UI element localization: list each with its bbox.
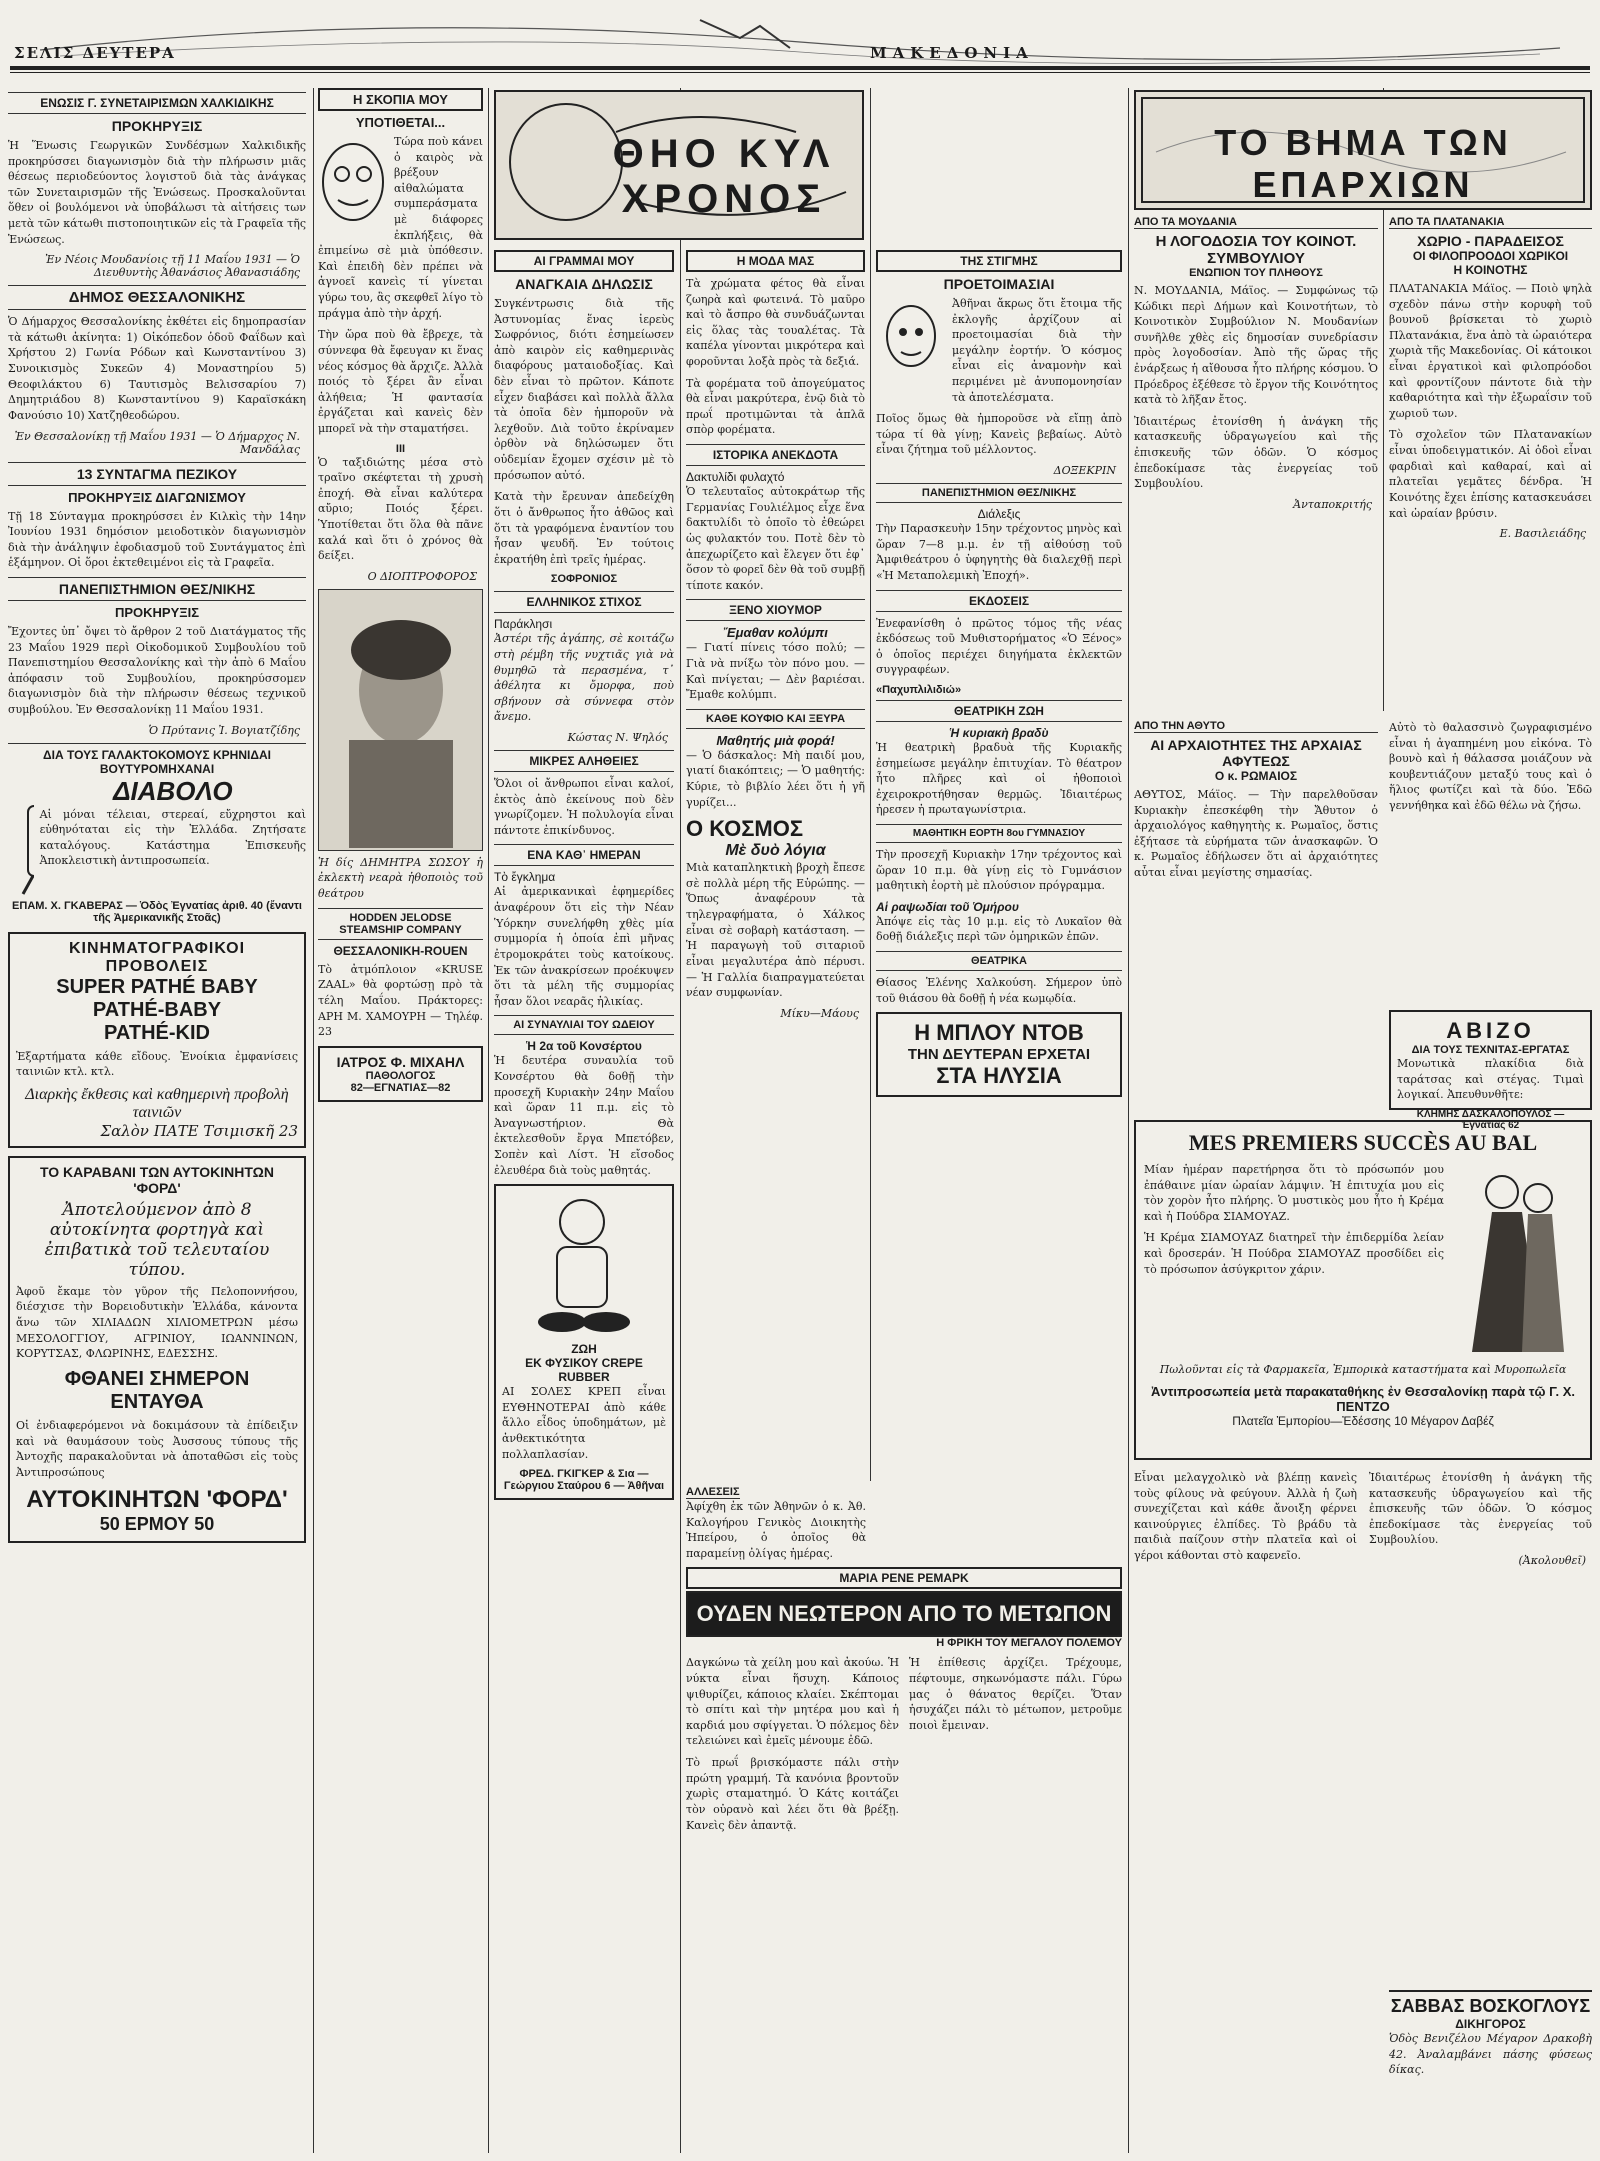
column-7 bbox=[1389, 216, 1592, 711]
letters-head: ΑΙ ΓΡΑΜΜΑΙ ΜΟΥ bbox=[533, 254, 635, 268]
arrivals-text: Ἀφίχθη ἐκ τῶν Ἀθηνῶν ὁ κ. Ἀθ. Καλογήρου Γενικὸς Διοικητὴς Ἠπείρου, ὁ ὁποῖος θὰ παραμείνῃ ὀλίγας ἡμέρας. bbox=[686, 1500, 866, 1560]
my-watch-title: ΥΠΟΤΙΘΕΤΑΙ... bbox=[355, 115, 446, 130]
cinema-ad bbox=[8, 932, 306, 1148]
concert-title: Ἡ 2α τοῦ Κονσέρτου bbox=[526, 1039, 642, 1054]
daily-head: ΕΝΑ ΚΑΘ᾽ ΗΜΕΡΑΝ bbox=[494, 844, 674, 866]
doctor-ad bbox=[318, 1046, 483, 1102]
fashion-text: Τὰ χρώματα φέτος θὰ εἶναι ζωηρὰ καὶ φωτεινά. Τὸ μαῦρο καὶ τὸ ἄσπρο θὰ συνδυάζωνται εἰς ὅλας τὰς τουαλέτας. Τὰ καπέλα γίνονται μικρότερα καὶ φοροῦνται λοξὰ πρὸς τὰ δεξιά. bbox=[686, 277, 865, 369]
my-watch-section: III bbox=[395, 442, 406, 455]
ford-text: Ἀφοῦ ἔκαμε τὸν γῦρον τῆς Πελοποννήσου, διέσχισε τὴν Βορειοδυτικὴν Ἑλλάδα, κάνοντα ἄνω τῶν ΧΙΛΙΑΔΩΝ ΧΙΛΙΟΜΕΤΡΩΝ μέσω ΜΕΣΟΛΟΓΓΙΟΥ, ΑΓΡΙΝΙΟΥ, ΙΩΑΝΝΙΝΩΝ, ΚΟΡΥΤΣΑΣ, ΦΛΩΡΙΝΗΣ, ΕΔΕΣΣΗΣ. bbox=[16, 1284, 298, 1361]
antiquities bbox=[1134, 720, 1378, 1111]
siamoise-text: Μίαν ἡμέραν παρετήρησα ὅτι τὸ πρόσωπόν μου ἐπάθαινε μίαν ὡραίαν λάμψιν. Ἡ ἐπιτυχία μου εἰς τὸν χορὸν ἦτο πλήρης. Ὁ μυστικὸς μου ἦτο ἡ Κρέμα καὶ ἡ Πούδρα ΣΙΑΜΟΥΑΖ. bbox=[1144, 1163, 1444, 1223]
my-watch-text-1: Τώρα ποὺ κάνει ὁ καιρὸς νὰ βρέξουν αἰθαλώματα συμπεράσματα μὲ διάφορες ἐκπλήξεις, θὰ ἐπιμείνω σὲ μιὰ ὑπόθεσιν. Καὶ ἐπειδὴ δὲν πρέπει νὰ ἀγνοεῖ κανεὶς τί γίνεται γύρω του, ἂς σκεφθεῖ λίγο τὸ πράγμα ἀπὸ τὴν ἀρχή. bbox=[318, 135, 483, 320]
portrait-icon bbox=[319, 590, 482, 848]
anecdotes-title: Δακτυλίδι φυλαχτό bbox=[686, 470, 785, 485]
serial-text: Δαγκώνω τὰ χείλη μου καὶ ἀκούω. Ἡ νύκτα εἶναι ἥσυχη. Κάποιος ψιθυρίζει, κάποιος κλαίει. Σκέπτομαι τὸ σπίτι καὶ τὴν μητέρα μου καὶ ἡ καρδιά μου σφίγγεται. Ὁ πόλεμος δὲν τελειώνει καὶ ἐμεῖς μένουμε ἐδῶ. bbox=[686, 1656, 899, 1748]
athytos-text: ΑΘΥΤΟΣ, Μάϊος. — Τὴν παρελθοῦσαν Κυριακὴν ἐπεσκέφθη τὴν Ἄθυτον ὁ ἀρχαιολόγος καθηγητὴς κ. Ρωμαῖος, ὅστις ἐξήτασε τὰ εὑρήματα τῶν ἀνασκαφῶν. Ὁ κ. Ρωμαῖος ἐδήλωσεν ὅτι αἱ ἀρχαιότητες αὗται εἶναι μεγίστης σημασίας. bbox=[1134, 788, 1378, 880]
avizo-title: ΑΒΙΖΟ bbox=[1446, 1018, 1535, 1043]
homer-head: Αἱ ραψωδίαι τοῦ Ὁμήρου bbox=[876, 899, 1019, 914]
cinema-text: Ἐξαρτήματα κάθε εἴδους. Ἐνοίκια ἐμφανίσεις ταινιῶν κτλ. κτλ. bbox=[16, 1049, 298, 1079]
avizo-text: Μονωτικὰ πλακίδια διὰ ταράτσας καὶ στέγας. Τιμαὶ λογικαί. Ἀπευθυνθῆτε: bbox=[1397, 1057, 1584, 1102]
crepe-ad bbox=[494, 1184, 674, 1500]
cinema-italic: Διαρκὴς ἔκθεσις καὶ καθημερινὴ προβολὴ ταινιῶν bbox=[25, 1085, 289, 1121]
moment-text: Ἀθῆναι ἄκρως ὅτι ἔτοιμα τῆς ἐκλογῆς ἀρχίζουν αἱ προετοιμασίαι διὰ τὴν μεγάλην ἑορτήν. Ὁ κόσμος εἶναι εἰς ἀναμονὴν καὶ περιμένει μὲ ἀνυπομονησίαν τὰ ἀποτελέσματα. bbox=[952, 297, 1122, 404]
diavolo-text: Αἱ μόναι τέλειαι, στερεαί, εὔχρηστοι καὶ εὐθηνόταται εἰς τὴν Ἑλλάδα. Ζητήσατε καταλόγους. Κατάστημα Ἐπισκευῆς Ἀποκλειστικὴ ἀντιπροσωπεία. bbox=[39, 807, 306, 868]
athytos-head: ΑΠΟ ΤΗΝ ΑΘΥΤΟ bbox=[1134, 720, 1378, 733]
platanakia-sub: ΟΙ ΦΙΛΟΠΡΟΟΔΟΙ ΧΩΡΙΚΟΙ bbox=[1412, 249, 1569, 263]
dry-title: Μαθητής μιὰ φορά! bbox=[716, 732, 835, 748]
world-title: Μὲ δυὸ λόγια bbox=[725, 842, 826, 860]
blue-dove-ad bbox=[876, 1012, 1122, 1097]
bottom-right-sig: (Ἀκολουθεῖ) bbox=[1518, 1554, 1586, 1568]
serial-text-3: Ἡ ἐπίθεσις ἀρχίζει. Τρέχουμε, πέφτουμε, σηκωνόμαστε πάλι. Γύρω μας ὁ θάνατος θερίζει. Ὅταν ἡσυχάζει πάλι τὸ μέτωπον, μετροῦμε ποιοὶ ἔμειναν. bbox=[909, 1656, 1122, 1732]
concert-text: Ἡ δευτέρα συναυλία τοῦ Κονσέρτου θὰ δοθῇ τὴν προσεχῆ Κυριακὴν 24ην Μαΐου καὶ ὥραν 11 π.μ. εἰς τὸ Ἀναγνωστήριον. Θὰ ἐκτελεσθοῦν ἔργα Μπετόβεν, Σοπὲν καὶ Λίστ. Ἡ εἴσοδος ἐλευθέρα διὰ τοὺς μαθητάς. bbox=[494, 1054, 674, 1177]
column-5 bbox=[876, 250, 1122, 1471]
column-2 bbox=[318, 88, 483, 2153]
world-sig: Μίκυ—Μάους bbox=[780, 1006, 859, 1020]
crepe-brand: ΖΩΗ bbox=[571, 1342, 597, 1357]
platanakia-sub-2: Η ΚΟΙΝΟΤΗΣ bbox=[1453, 263, 1528, 277]
column-4 bbox=[686, 250, 865, 1471]
university-sub: ΠΡΟΚΗΡΥΞΙΣ bbox=[114, 604, 200, 620]
regiment-sub: ΠΡΟΚΗΡΥΞΙΣ ΔΙΑΓΩΝΙΣΜΟΥ bbox=[68, 489, 246, 505]
truths-head: ΜΙΚΡΕΣ ΑΛΗΘΕΙΕΣ bbox=[494, 750, 674, 772]
moment-head: ΤΗΣ ΣΤΙΓΜΗΣ bbox=[960, 254, 1038, 268]
my-watch-text-3: Ὁ ταξιδιώτης μέσα στὸ τραῖνο σκέφτεται τὴ χρυσὴ ἐποχή. Θὰ εἶναι καλύτερα αὔριο; Ποιός ξέρει. Ὑποτίθεται ὅτι ὅλα θὰ πᾶνε καλά καὶ ὅτι ὁ χρόνος θὰ δείξει. bbox=[318, 455, 483, 563]
verse-title: Παράκλησι bbox=[494, 617, 553, 632]
diavolo-title: ΔΙΑ ΤΟΥΣ ΓΑΛΑΚΤΟΚΟΜΟΥΣ ΚΡΗΝΙΔΑΙ ΒΟΥΤΥΡΟΜΗΧΑΝΑΙ bbox=[43, 747, 271, 776]
cinema-line-3: PATHÉ-KID bbox=[104, 1021, 210, 1044]
actress-caption: Ἡ δίς ΔΗΜΗΤΡΑ ΣΩΣΟΥ ἡ ἐκλεκτὴ νεαρὰ ἠθοποιὸς τοῦ θεάτρου bbox=[318, 855, 483, 901]
fashion-text-2: Τὰ φορέματα τοῦ ἀπογεύματος θὰ εἶναι μακρύτερα, ἐνῷ διὰ τὸ πρωΐ προτιμῶνται τὰ ἁπλᾶ σπὸρ φορέματα. bbox=[686, 376, 865, 437]
world-head: Ο ΚΟΣΜΟΣ bbox=[686, 816, 804, 842]
municipality-sig: Ἐν Θεσσαλονίκῃ τῇ Μαΐου 1931 — Ὁ Δήμαρχος Ν. Μανδάλας bbox=[14, 429, 300, 456]
my-watch-head: Η ΣΚΟΠΙΑ ΜΟΥ bbox=[353, 92, 448, 107]
school-text: Τὴν προσεχῆ Κυριακὴν 17ην τρέχοντος καὶ ὥραν 10 π.μ. θὰ γίνῃ εἰς τὸ Γυμνάσιον μαθητικὴ ἑορτὴ μὲ πλούσιον πρόγραμμα. bbox=[876, 848, 1122, 893]
lawyer-addr: Ὁδὸς Βενιζέλου Μέγαρον Δρακοβὴ 42. Ἀναλαμβάνει πάσης φύσεως δίκας. bbox=[1389, 2032, 1592, 2077]
siamoise-sig-2: Ἀντιπροσωπεία μετὰ παρακαταθήκης ἐν Θεσσαλονίκῃ παρὰ τῷ Γ. Χ. ΠΕΝΤΖΟ bbox=[1151, 1383, 1575, 1414]
moment-sig: ΔΟΞΕΚΡΙΝ bbox=[1053, 464, 1116, 478]
doctor-name: ΙΑΤΡΟΣ Φ. ΜΙΧΑΗΛ bbox=[336, 1053, 465, 1070]
letters-title: ΑΝΑΓΚΑΙΑ ΔΗΛΩΣΙΣ bbox=[515, 276, 653, 292]
ford-addr: 50 ΕΡΜΟΥ 50 bbox=[99, 1514, 215, 1535]
cinema-title: ΚΙΝΗΜΑΤΟΓΡΑΦΙΚΟΙ ΠΡΟΒΟΛΕΙΣ bbox=[68, 939, 246, 975]
avizo-ad bbox=[1389, 1010, 1592, 1131]
letters-text: Συγκέντρωσις διὰ τῆς Ἀστυνομίας ἕνας ἰερεὺς Σωφρόνιος, διότι ἐσημείωσεν ἀπὸ καιρὸν εἰς καθημερινὰς διαφόρους ματαιοδοξίας. Καὶ δὲν εἶναι τὸ πρῶτον. Κάποτε εἶχεν διαβάσει καὶ πολλὰ ἄλλα τὰ ὁποῖα δὲν ἠμποροῦν νὰ λεχθοῦν. Διὰ τοῦτο ἐκρίναμεν ὀρθὸν νὰ δηλώσωμεν ὅτι οὐδεμίαν ἔχομεν σχέσιν μὲ τὸ πρόσωπον αὐτό. bbox=[494, 297, 674, 482]
athytos-title: ΑΙ ΑΡΧΑΙΟΤΗΤΕΣ ΤΗΣ ΑΡΧΑΙΑΣ ΑΦΥΤΕΩΣ bbox=[1150, 737, 1362, 769]
moudania-sig: Ἀνταποκριτής bbox=[1293, 497, 1372, 511]
ford-title-2: ΦΘΑΝΕΙ ΣΗΜΕΡΟΝ ΕΝΤΑΥΘΑ bbox=[64, 1367, 250, 1413]
daily-title: Τὸ ἔγκλημα bbox=[494, 870, 556, 885]
siamoise-addr: Πλατεῖα Ἐμπορίου—Ἐδέσσης 10 Μέγαρον Δαβέζ bbox=[1232, 1413, 1494, 1428]
humor-text: — Γιατί πίνεις τόσο πολύ; — Γιὰ νὰ πνίξω τὸν πόνο μου. — Καὶ πνίγεται; — Δὲν βαριέσαι. Ἔμαθε κολύμπι. bbox=[686, 641, 865, 702]
dry-head: ΚΑΘΕ ΚΟΥΦΙΟ ΚΑΙ ΞΕΥΡΑ bbox=[686, 709, 865, 729]
theatre-head: ΘΕΑΤΡΙΚΗ ΖΩΗ bbox=[876, 700, 1122, 722]
moudania-text: Ν. ΜΟΥΔΑΝΙΑ, Μάϊος. — Συμφώνως τῷ Κώδικι περὶ Δήμων καὶ Κοινοτήτων, τὸ Κοινοτικὸν Συμβούλιον Ν. Μουδανίων συνῆλθε χθὲς εἰς δημοσίαν συνεδρίασιν πρὸς λογοδοσίαν. Ἀπὸ τῆς ὥρας τῆς ἐνάρξεως ἡ αἴθουσα ἦτο πλήρης κόσμου. Ὁ Πρόεδρος ἐξέθεσε τὸ ἔργον τῆς Κοινότητος κατὰ τὸ λῆξαν ἔτος. bbox=[1134, 284, 1378, 407]
university-text: Ἔχοντες ὑπ᾽ ὄψει τὸ ἄρθρον 2 τοῦ Διατάγματος τῆς 23 Μαΐου 1929 περὶ Οἰκοδομικοῦ Συμβουλίου τοῦ Πανεπιστημίου Θεσσαλονίκης καὶ τὴν ἀπὸ 6 Μαΐου ἀπόφασιν τοῦ Συμβουλίου, προκηρύσσομεν διαγωνισμὸν διὰ τὴν πλήρωσιν θέσεως τεχνικοῦ συμβούλου. Ἐν Θεσσαλονίκῃ 11 Μαΐου 1931. bbox=[8, 624, 306, 717]
serial-author: ΜΑΡΙΑ ΡΕΝΕ ΡΕΜΑΡΚ bbox=[839, 1571, 969, 1586]
humor-title: Ἔμαθαν κολύμπι bbox=[723, 625, 828, 641]
lower-middle bbox=[686, 1480, 1122, 2153]
dry-text: — Ὁ δάσκαλος: Μὴ παιδί μου, γιατί διακόπτεις; — Ὁ μαθητής: Κύριε, τὸ βιβλίο λέει ὅτι ἡ γῆ γυρίζει... bbox=[686, 748, 865, 809]
municipality-title: ΔΗΜΟΣ ΘΕΣΣΑΛΟΝΙΚΗΣ bbox=[8, 285, 306, 310]
doctor-specialty: ΠΑΘΟΛΟΓΟΣ bbox=[365, 1069, 436, 1082]
masthead-page: ΣΕΛΙΣ ΔΕΥΤΕΡΑ bbox=[14, 44, 176, 62]
university-title: ΠΑΝΕΠΙΣΤΗΜΙΟΝ ΘΕΣ/ΝΙΚΗΣ bbox=[8, 577, 306, 601]
theatre-title: Ἡ κυριακὴ βραδὺ bbox=[949, 725, 1049, 740]
siamoise-text-2: Ἡ Κρέμα ΣΙΑΜΟΥΑΖ διατηρεῖ τὴν ἐπιδερμίδα λείαν καὶ δροσεράν. Ἡ Πούδρα ΣΙΑΜΟΥΑΖ προσδίδει εἰς τὸ πρόσωπον ἀσύγκριτον χάριν. bbox=[1144, 1231, 1444, 1276]
siamoise-title: MES PREMIERS SUCCÈS AU BAL bbox=[1188, 1130, 1538, 1155]
publications-title-2: «Παχυπλιλιδιώ» bbox=[876, 683, 962, 696]
platanakia-text: ΠΛΑΤΑΝΑΚΙΑ Μάϊος. — Ποιὸ ψηλὰ σχεδὸν πάνω στὴν κορυφὴ τοῦ βουνοῦ βρίσκεται τὸ χωριὸ Πλατανάκια, ἕνα ἀπὸ τὰ ὡραιότερα χωριὰ τῆς Μακεδονίας. Οἱ κάτοικοι εἶναι ἐργατικοὶ καὶ φιλοπρόοδοι καὶ φροντίζουν πάντοτε διὰ τὴν καθαριότητα καὶ τὴν ἐξωραΐσιν τοῦ χωριοῦ των. bbox=[1389, 282, 1592, 420]
theatre-text: Ἡ θεατρικὴ βραδυὰ τῆς Κυριακῆς ἐσημείωσε μεγάλην ἐπιτυχίαν. Τὸ θέατρον ἦτο πλῆρες καὶ οἱ ἠθοποιοὶ ἐχειροκροτήθησαν θερμῶς. Ἰδιαιτέρως ἠρεσεν ἡ πρωταγωνίστρια. bbox=[876, 740, 1122, 817]
moudania-title: Η ΛΟΓΟΔΟΣΙΑ ΤΟΥ ΚΟΙΝΟΤ. ΣΥΜΒΟΥΛΙΟΥ bbox=[1155, 233, 1357, 267]
daily-text: Αἱ ἀμερικανικαὶ ἐφημερίδες ἀναφέρουν ὅτι εἰς τὴν Νέαν Ὑόρκην συνελήφθη χθὲς μία συμμορία ἡ ὁποία ἐπὶ μῆνας ἐτρομοκράτει τοὺς κατοίκους. Ἐκ τῶν ἀνακρίσεων προέκυψεν ὅτι τὰ μέλη τῆς συμμορίας ἦσαν ὅλοι νεαρᾶς ἡλικίας. bbox=[494, 885, 674, 1008]
bottom-right-text: Εἶναι μελαγχολικὸ νὰ βλέπῃ κανεὶς τοὺς φίλους νὰ φεύγουν. Ἀλλὰ ἡ ζωὴ συνεχίζεται καὶ κάθε ἄνοιξη φέρνει καινούργιες ἐλπίδες. Τὸ βράδυ τὰ παιδιὰ παίζουν στὴν πλατεῖα καὶ οἱ γέροι κάθονται στὸ καφενεῖο. bbox=[1134, 1471, 1357, 1563]
concert-head: ΑΙ ΣΥΝΑΥΛΙΑΙ ΤΟΥ ΩΔΕΙΟΥ bbox=[494, 1015, 674, 1035]
ship-text: Τὸ ἀτμόπλοιον «KRUSE ZAAL» θὰ φορτώσῃ πρὸ τὰ τέλη Μαΐου. Πράκτορες: ΑΡΗ Μ. ΧΑΜΟΥΡΗ — Τηλέφ. 23 bbox=[318, 962, 483, 1039]
notice-halkidiki-title: ΕΝΩΣΙΣ Γ. ΣΥΝΕΤΑΙΡΙΣΜΩΝ ΧΑΛΚΙΔΙΚΗΣ bbox=[8, 92, 306, 114]
doctor-address: 82—ΕΓΝΑΤΙΑΣ—82 bbox=[350, 1081, 451, 1094]
my-watch-sig: Ο ΔΙΟΠΤΡΟΦΟΡΟΣ bbox=[367, 569, 477, 583]
blue-dove-l1: Η ΜΠΛΟΥ ΝΤΟΒ bbox=[914, 1020, 1084, 1046]
bottom-right bbox=[1134, 1470, 1592, 1981]
moudania-sub: ΕΝΩΠΙΟΝ ΤΟΥ ΠΛΗΘΟΥΣ bbox=[1189, 267, 1323, 279]
blue-dove-l3: ΣΤΑ ΗΛΥΣΙΑ bbox=[936, 1063, 1062, 1089]
caricature-icon bbox=[318, 134, 388, 234]
verse-text: Ἀστέρι τῆς ἀγάπης, σὲ κοιτάζω στὴ ρέμβη τῆς νυχτιᾶς γιὰ νὰ θυμηθῶ τὰ περασμένα, τ᾽ ἀθέλητα κι ὄμορφα, ποὺ σβήνουν σὰ σύννεφα στὸν ἄνεμο. bbox=[494, 632, 674, 724]
platanakia-head: ΑΠΟ ΤΑ ΠΛΑΤΑΝΑΚΙΑ bbox=[1389, 216, 1592, 229]
notice-halkidiki-sig: Ἐν Νέοις Μουδανίοις τῇ 11 Μαΐου 1931 — Ὁ Διευθυντὴς Ἀθανάσιος Ἀθανασιάδης bbox=[45, 253, 300, 280]
anecdotes-head: ΙΣΤΟΡΙΚΑ ΑΝΕΚΔΟΤΑ bbox=[686, 444, 865, 466]
ford-text-2: Οἱ ἐνδιαφερόμενοι νὰ δοκιμάσουν τὰ ἐπίδειξιν καὶ νὰ θαυμάσουν τοὺς Ἀυσσους τύπους τῆς Ἀντοχῆς παρακαλοῦνται νὰ ἀποταθῶσι εἰς τοὺς Ἀντιπροσώπους bbox=[16, 1418, 298, 1479]
regiment-text: Τῇ 18 Σύνταγμα προκηρύσσει ἐν Κιλκὶς τὴν 14ην Ἰουνίου 1931 δημόσιον μειοδοτικὸν διαγωνισμὸν διὰ τὴν ἀνάληψιν ἐφοδιασμοῦ τοῦ Συντάγματος ἐπὶ ἑξάμηνον. Οἱ ὅροι ἐκτεθειμένοι εἰς τὰ Γραφεῖα. bbox=[8, 509, 306, 570]
cinema-line-2: PATHÉ-BABY bbox=[92, 998, 222, 1021]
crepe-sig: ΦΡΕΔ. ΓΚΙΓΚΕΡ & Σια — Γεώργιου Σταύρου 6 — Ἀθῆναι bbox=[503, 1468, 665, 1493]
athytos-sub: Ο κ. ΡΩΜΑΙΟΣ bbox=[1214, 769, 1298, 783]
ship-route: ΘΕΣΣΑΛΟΝΙΚΗ-ROUEN bbox=[333, 943, 468, 958]
letters-sig: ΣΟΦΡΟΝΙΟΣ bbox=[550, 573, 618, 586]
lecture-head: ΠΑΝΕΠΙΣΤΗΜΙΟΝ ΘΕΣ/ΝΙΚΗΣ bbox=[876, 483, 1122, 503]
fashion-head: Η ΜΟΔΑ ΜΑΣ bbox=[736, 254, 815, 268]
child-shoe-icon bbox=[502, 1192, 662, 1342]
masthead bbox=[0, 0, 1600, 78]
verse-head: ΕΛΛΗΝΙΚΟΣ ΣΤΙΧΟΣ bbox=[494, 591, 674, 613]
diavolo-sig: ΕΠΑΜ. Χ. ΓΚΑΒΕΡΑΣ — Ὁδὸς Ἐγνατίας ἀριθ. 40 (ἔναντι τῆς Ἀμερικανικῆς Στοᾶς) bbox=[12, 899, 302, 924]
school-head: ΜΑΘΗΤΙΚΗ ΕΟΡΤΗ 8ου ΓΥΜΝΑΣΙΟΥ bbox=[876, 824, 1122, 843]
ford-ad bbox=[8, 1156, 306, 1543]
kyklos-logo bbox=[494, 90, 864, 240]
publications-head: ΕΚΔΟΣΕΙΣ bbox=[876, 590, 1122, 612]
moment-sketch-icon bbox=[876, 296, 946, 386]
regiment-title: 13 ΣΥΝΤΑΓΜΑ ΠΕΖΙΚΟΥ bbox=[8, 462, 306, 486]
ford-italic: Ἀποτελούμενον ἀπὸ 8 αὐτοκίνητα φορτηγὰ καὶ ἐπιβατικὰ τοῦ τελευταίου τύπου. bbox=[44, 1199, 270, 1280]
serial-subtitle: Η ΦΡΙΚΗ ΤΟΥ ΜΕΓΑΛΟΥ ΠΟΛΕΜΟΥ bbox=[936, 1637, 1122, 1650]
lawyer-title: ΔΙΚΗΓΟΡΟΣ bbox=[1455, 2017, 1526, 2031]
platanakia-text-2: Τὸ σχολεῖον τῶν Πλατανακίων εἶναι ὑποδειγματικόν. Αἱ ὁδοὶ εἶναι φαρδιαὶ καὶ καθαραί, καὶ αἱ πλατεῖαι γεμᾶτες δένδρα. Ἡ Κοινότης ἔχει ἐπίσης κατασκευάσει καὶ ὡραίαν βρύσιν. bbox=[1389, 428, 1592, 520]
siamoise-ad bbox=[1134, 1120, 1592, 1460]
notice-halkidiki-sub: ΠΡΟΚΗΡΥΞΙΣ bbox=[111, 118, 203, 134]
column-1 bbox=[8, 88, 306, 2153]
truths-text: Ὅλοι οἱ ἄνθρωποι εἶναι καλοί, ἐκτὸς ἀπὸ ἐκείνους ποὺ δὲν γνωρίζομεν. Ἡ πολυλογία εἶναι πάντοτε ἐπικίνδυνος. bbox=[494, 777, 674, 837]
platanakia-sig: Ε. Βασιλειάδης bbox=[1499, 527, 1586, 541]
lecture-text: Τὴν Παρασκευὴν 15ην τρέχοντος μηνὸς καὶ ὥραν 7—8 μ.μ. ἐν τῇ αἰθούσῃ τοῦ Ἀμφιθεάτρου ὁ ὑφηγητὴς θὰ διαλεχθῇ περὶ «Ἡ Μεταπολεμικὴ Ἐποχή». bbox=[876, 522, 1122, 582]
avizo-sub: ΔΙΑ ΤΟΥΣ ΤΕΧΝΙΤΑΣ-ΕΡΓΑΤΑΣ bbox=[1411, 1044, 1570, 1056]
column-3 bbox=[494, 250, 674, 2153]
ship-title: HODDEN JELODSE STEAMSHIP COMPANY bbox=[318, 908, 483, 940]
anecdotes-text: Ὁ τελευταῖος αὐτοκράτωρ τῆς Γερμανίας Γουλιέλμος εἶχε ἕνα δακτυλίδι τὸ ὁποῖο τὸ ἐθεώρει ὡς φυλακτόν του. Ποτὲ δὲν τὸ ἀπεχωρίζετο καὶ ἔλεγεν ὅτι ἐφ᾽ ὅσον τὸ φορεῖ δὲν θὰ τοῦ συμβῇ τίποτε κακόν. bbox=[686, 485, 865, 592]
moudania-text-2: Ἰδιαιτέρως ἐτονίσθη ἡ ἀνάγκη τῆς κατασκευῆς ὑδραγωγείου καὶ τῆς ἐπισκευῆς τῶν ὁδῶν. Ὁ κόσμος ἐπεδοκίμασε τὰς ἐνεργείας τοῦ Συμβουλίου. bbox=[1134, 414, 1378, 491]
masthead-ornament bbox=[0, 0, 1600, 66]
arrivals-head: ΑΛΛΕΣΕΙΣ bbox=[686, 1486, 740, 1498]
crepe-title: ΕΚ ΦΥΣΙΚΟΥ CREPE RUBBER bbox=[525, 1356, 643, 1385]
vima-logo bbox=[1134, 90, 1592, 210]
village-text: Αὐτὸ τὸ θαλασσινὸ ζωγραφισμένο εἶναι ἡ ἀγαπημένη μου εἰκόνα. Τὸ βουνὸ καὶ ἡ θάλασσα μοιάζουν νὰ κουβεντιάζουν μεταξύ τους καὶ ὁ ἥλιος φωτίζει καὶ τὰ δύο. Ἐδῶ γεννήθηκα καὶ ἐδῶ θέλω νὰ ζήσω. bbox=[1389, 721, 1592, 813]
publications-text: Ἐνεφανίσθη ὁ πρῶτος τόμος τῆς νέας ἐκδόσεως τοῦ Μυθιστορήματος «Ὁ Ξένος» ὁ ὁποῖος περιέχει διηγήματα ἐκλεκτῶν συγγραφέων. bbox=[876, 616, 1122, 677]
butter-churn-icon bbox=[8, 776, 34, 896]
blue-dove-l2: ΤΗΝ ΔΕΥΤΕΡΑΝ ΕΡΧΕΤΑΙ bbox=[907, 1046, 1091, 1064]
serial-text-2: Τὸ πρωΐ βρισκόμαστε πάλι στὴν πρώτη γραμμή. Τὰ κανόνια βροντοῦν χωρὶς σταματημό. Ὁ Κάτς κοιτάζει τὸν οὐρανὸ καὶ λέει ὅτι θὰ βρέξῃ. Κανεὶς δὲν ἀπαντᾷ. bbox=[686, 1756, 899, 1832]
lawyer-ad bbox=[1389, 1990, 1592, 2130]
avizo-sig: ΚΛΗΜΗΣ ΔΑΣΚΑΛΟΠΟΥΛΟΣ — Ἐγνατίας 62 bbox=[1416, 1108, 1565, 1131]
lawyer-name: ΣΑΒΒΑΣ ΒΟΣΚΟΓΛΟΥΣ bbox=[1389, 1990, 1592, 2017]
serial-title: ΟΥΔΕΝ ΝΕΩΤΕΡΟΝ ΑΠΟ ΤΟ ΜΕΤΩΠΟΝ bbox=[696, 1601, 1112, 1627]
crepe-text: ΑΙ ΣΟΛΕΣ ΚΡΕΠ εἶναι ΕΥΘΗΝΟΤΕΡΑΙ ἀπὸ κάθε ἄλλο εἶδος ὑποδημάτων, μὲ ἀνθεκτικότητα πολλαπλασίαν. bbox=[502, 1385, 666, 1461]
cinema-sig: Σαλὸν ΠΑΤΕ Τσιμισκῆ 23 bbox=[100, 1121, 298, 1140]
municipality-text: Ὁ Δήμαρχος Θεσσαλονίκης ἐκθέτει εἰς δημοπρασίαν τὰ κάτωθι ἀκίνητα: 1) Οἰκόπεδον ὁδοῦ Φαΐδων καὶ Χρήστου 2) Γωνία Ρόδων καὶ Κωνσταντίνου 3) Συνοικισμὸς Συκεῶν 4) Μοναστηρίου 5) Θεοφιλάκτου 6) Ταυτισμὸς Βελισσαρίου 7) Δημητριάδου 8) Κωνσταντίνου 9) Καραϊσκάκη Φανούσιο 10) Χατζηθεοδώρου. bbox=[8, 315, 306, 422]
kyklos-logo-text: ΘΗΟ ΚΥΛ ΧΡΟΝΟΣ bbox=[612, 132, 836, 221]
dancing-couple-icon bbox=[1452, 1162, 1582, 1362]
diavolo-brand: ΔΙΑΒΟΛΟ bbox=[113, 775, 233, 806]
my-watch-text-2: Τὴν ὥρα ποὺ θὰ ἔβρεχε, τὰ σύννεφα θὰ ἔφευγαν κι ἕνας νέος κόσμος θὰ ἄρχιζε. Ἀλλὰ ποιός τὸ ξέρει ἂν εἶναι ἀλήθεια; Ἡ φαντασία ἐργάζεται καὶ κανεὶς δὲν μπορεῖ νὰ τὴν σταματήσει. bbox=[318, 328, 483, 435]
moment-text-2: Ποῖος ὅμως θὰ ἠμποροῦσε νὰ εἴπῃ ἀπὸ τώρα τί θὰ γίνῃ; Κανεὶς βεβαίως. Αὐτὸ εἶναι ζήτημα τοῦ μέλλοντος. bbox=[876, 412, 1122, 457]
ford-sig: ΑΥΤΟΚΙΝΗΤΩΝ 'ΦΟΡΔ' bbox=[26, 1486, 288, 1514]
humor-head: ΞΕΝΟ ΧΙΟΥΜΟΡ bbox=[686, 599, 865, 621]
verse-sig: Κώστας Ν. Ψηλός bbox=[567, 731, 668, 745]
diavolo-ad bbox=[8, 743, 306, 924]
moudania-head: ΑΠΟ ΤΑ ΜΟΥΔΑΝΙΑ bbox=[1134, 216, 1378, 229]
notice-halkidiki-text: Ἡ Ἕνωσις Γεωργικῶν Συνδέσμων Χαλκιδικῆς προκηρύσσει διαγωνισμὸν διὰ τὴν πλήρωσιν μιᾶς θέσεως περιοδεύοντος λογιστοῦ διὰ τὰς ἀνάγκας τῶν Συνεταιρισμῶν τῆς Ἑνώσεως. Προσκαλοῦνται ὅθεν οἱ βουλόμενοι νὰ ὑποβάλωσι τὰ αἰτήσεις των μετὰ τῶν κάτωθι πιστοποιητικῶν εἰς τὰ Γραφεῖα τῆς Ἑνώσεως. bbox=[8, 139, 306, 246]
village-cont bbox=[1389, 720, 1592, 1001]
masthead-title: ΜΑΚΕΔΟΝΙΑ bbox=[870, 44, 1034, 62]
platanakia-title: ΧΩΡΙΟ - ΠΑΡΑΔΕΙΣΟΣ bbox=[1417, 233, 1564, 249]
world-text: Μιὰ καταπληκτικὴ βροχὴ ἔπεσε σὲ πολλὰ μέρη τῆς Εὐρώπης. — Ὅπως ἀναφέρουν τὰ τηλεγραφήματα, ὁ Χάλκος εἶναι σὲ σοβαρὴ κατάσταση. — Ἡ παραγωγὴ τοῦ σιταριοῦ εἶναι μεγαλυτέρα ἀπὸ πέρυσι. — Ἡ Γαλλία διαπραγματεύεται νέαν συμφωνίαν. bbox=[686, 861, 865, 1000]
theatricals-text: Θίασος Ἑλένης Χαλκούση. Σήμερον ὑπὸ τοῦ θιάσου θὰ δοθῇ ἡ νέα κωμῳδία. bbox=[876, 976, 1122, 1005]
vima-logo-text: ΤΟ ΒΗΜΑ ΤΩΝ ΕΠΑΡΧΙΩΝ bbox=[1214, 122, 1512, 205]
actress-photo bbox=[318, 589, 483, 851]
siamoise-sig-1: Πωλοῦνται εἰς τὰ Φαρμακεῖα, Ἐμπορικὰ καταστήματα καὶ Μυροπωλεῖα bbox=[1159, 1363, 1567, 1376]
homer-text: Ἀπόψε εἰς τὰς 10 μ.μ. εἰς τὸ Λυκαῖον θὰ δοθῇ διάλεξις περὶ τῶν ὁμηρικῶν ἐπῶν. bbox=[876, 914, 1122, 944]
cinema-line-1: SUPER PATHÉ BABY bbox=[56, 975, 258, 998]
moment-title: ΠΡΟΕΤΟΙΜΑΣΙΑΙ bbox=[943, 276, 1055, 292]
letters-text-2: Κατὰ τὴν ἔρευναν ἀπεδείχθη ὅτι ὁ ἄνθρωπος ἦτο ἀθῶος καὶ ὅτι τὰ γραφόμενα ἐναντίον του ἦσαν ψευδῆ. Ἐν τούτοις ἐκρατήθη ἐπὶ τρεῖς ἡμέρας. bbox=[494, 490, 674, 566]
column-6 bbox=[1134, 216, 1378, 711]
university-sig: Ὁ Πρύτανις Ἰ. Βογιατζίδης bbox=[148, 723, 300, 737]
theatricals-head: ΘΕΑΤΡΙΚΑ bbox=[876, 951, 1122, 971]
ford-title: ΤΟ ΚΑΡΑΒΑΝΙ ΤΩΝ ΑΥΤΟΚΙΝΗΤΩΝ 'ΦΟΡΔ' bbox=[39, 1163, 275, 1196]
lecture-title: Διάλεξις bbox=[977, 507, 1021, 522]
bottom-right-text-2: Ἰδιαιτέρως ἐτονίσθη ἡ ἀνάγκη τῆς κατασκευῆς ὑδραγωγείου καὶ τῆς ἐπισκευῆς τῶν ὁδῶν. Ὁ κόσμος ἐπεδοκίμασε τὰς ἐνεργείας τοῦ Συμβουλίου. bbox=[1369, 1471, 1592, 1547]
